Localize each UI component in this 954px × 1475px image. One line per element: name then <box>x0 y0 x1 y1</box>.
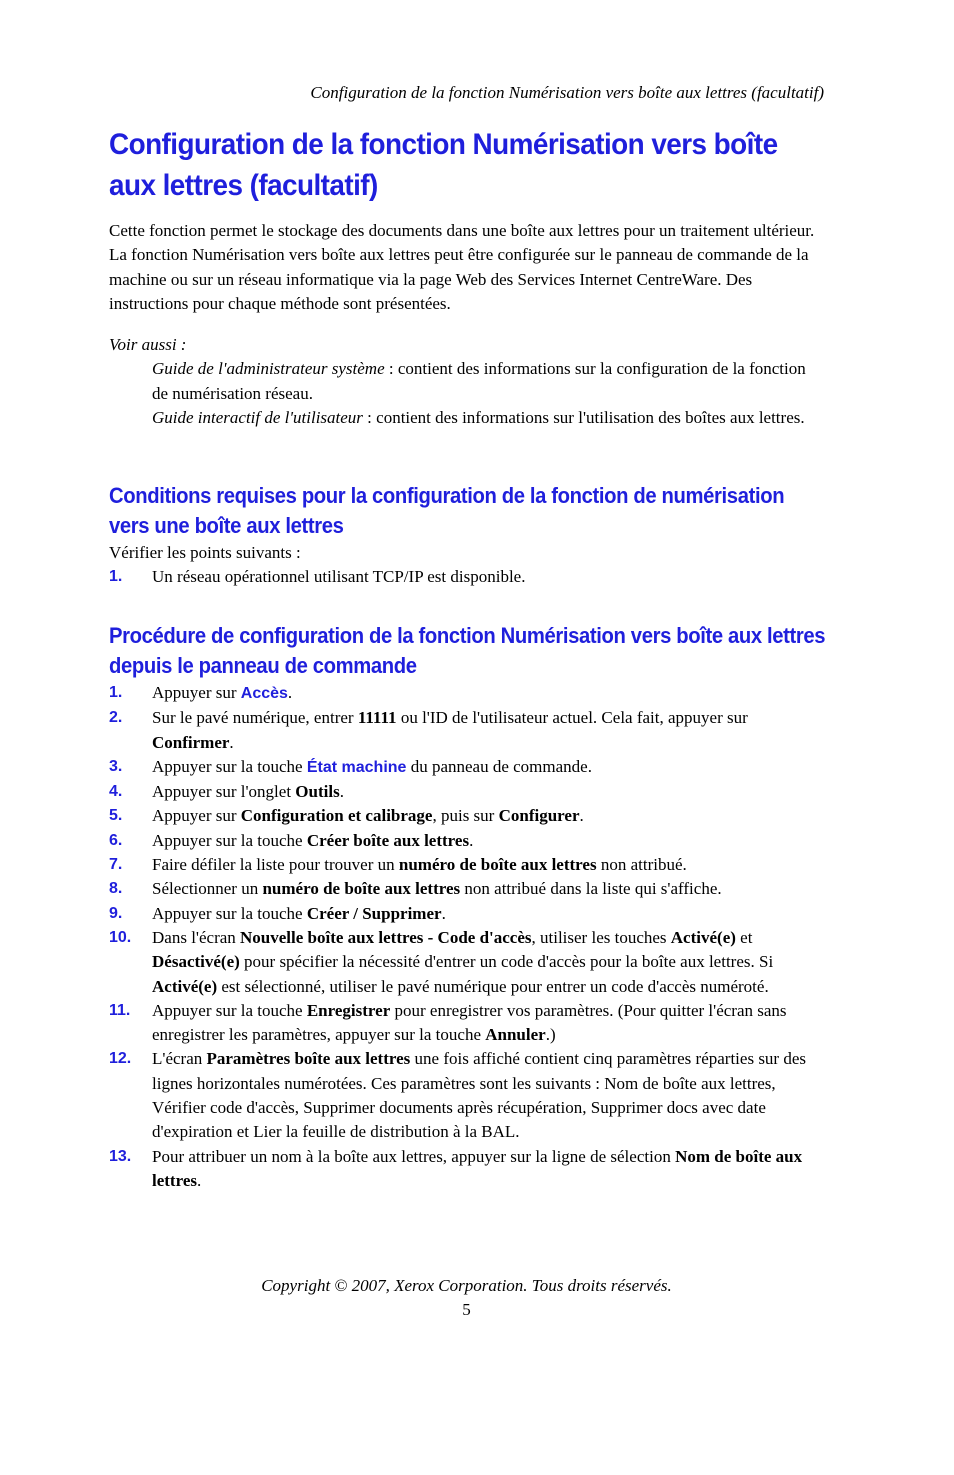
emphasis-term: Désactivé(e) <box>152 952 240 972</box>
running-header: Configuration de la fonction Numérisation vers boîte aux lettres (facultatif) <box>310 83 824 102</box>
see-also-item-text: : contient des informations sur la configuration de la fonction de numérisation réseau. <box>152 359 806 403</box>
step-text: pour spécifier la nécessité d'entrer un code d'accès pour la boîte aux lettres. Si <box>239 952 774 972</box>
page-title: Configuration de la fonction Numérisation vers boîte aux lettres (facultatif) <box>109 128 778 202</box>
emphasis-term: Confirmer <box>152 732 230 752</box>
step-text: non attribué. <box>596 855 687 875</box>
intro-paragraph: Cette fonction permet le stockage des documents dans une boîte aux lettres pour un traitement ultérieur. La fonction Numérisation vers boîte aux lettres peut être configurée sur le panneau de commande de la machine ou sur un réseau informatique via la page Web des Services Internet CentreWare. Des instructions pour chaque méthode sont présentées. <box>109 221 815 313</box>
ui-control-name: État machine <box>306 758 407 776</box>
emphasis-term: Annuler <box>485 1025 546 1045</box>
list-item <box>109 1047 824 1144</box>
emphasis-term: Configurer <box>498 806 580 826</box>
see-also-item-text: : contient des informations sur l'utilisation des boîtes aux lettres. <box>362 407 805 427</box>
step-number: 9. <box>109 904 123 922</box>
list-item <box>109 999 824 1048</box>
step-text: Appuyer sur l'onglet <box>152 782 296 802</box>
requirements-heading: Conditions requises pour la configuration de la fonction de numérisation vers une boîte aux lettres <box>109 483 785 538</box>
step-text: Dans l'écran <box>152 927 241 947</box>
see-also-item-title: Guide interactif de l'utilisateur <box>152 407 363 427</box>
step-text: du panneau de commande. <box>406 756 592 776</box>
step-number: 8. <box>109 880 123 898</box>
step-text: est sélectionné, utiliser le pavé numérique pour entrer un code d'accès numéroté. <box>217 976 769 996</box>
see-also-item-title: Guide de l'administrateur système <box>152 359 385 379</box>
step-text: Appuyer sur la touche <box>152 756 307 776</box>
requirements-lead: Vérifier les points suivants : <box>109 543 301 562</box>
emphasis-term: Outils <box>295 782 340 802</box>
step-text: et <box>735 927 753 947</box>
step-text: .) <box>545 1025 556 1045</box>
emphasis-term: Nom de boîte aux lettres <box>152 1146 803 1190</box>
see-also-item <box>109 406 824 430</box>
see-also-label: Voir aussi : <box>109 335 187 354</box>
step-text: . <box>579 806 584 826</box>
step-number: 6. <box>109 831 123 849</box>
list-item <box>109 755 824 780</box>
step-text: Appuyer sur la touche <box>152 903 307 923</box>
step-text: Faire défiler la liste pour trouver un <box>152 855 399 875</box>
step-text: Sélectionner un <box>152 879 263 899</box>
see-also-item <box>109 357 824 406</box>
list-item <box>109 926 824 999</box>
emphasis-term: Activé(e) <box>152 976 218 996</box>
step-text: . <box>469 830 474 850</box>
step-number: 7. <box>109 856 123 874</box>
emphasis-term: Nouvelle boîte aux lettres - Code d'accès <box>240 927 532 947</box>
page-footer <box>109 1274 824 1322</box>
step-text: L'écran <box>152 1049 207 1069</box>
list-item <box>109 780 824 804</box>
step-text: . <box>197 1170 202 1190</box>
step-text: non attribué dans la liste qui s'affiche. <box>460 879 722 899</box>
step-number: 4. <box>109 783 123 801</box>
list-item <box>109 877 824 901</box>
step-number: 10. <box>109 928 132 946</box>
step-text: une fois affiché contient cinq paramètres réparties sur des lignes horizontales numérotées. Ces paramètres sont les suivants : Nom de boîte aux lettres, Vérifier code d'accès, Supprimer documents après récupération, Supprimer docs avec date d'expiration et Lier la feuille de distribution à la BAL. <box>152 1049 807 1142</box>
see-also-block <box>109 333 824 430</box>
step-text: . <box>287 683 293 702</box>
list-item <box>109 853 824 877</box>
step-number: 2. <box>109 709 123 727</box>
emphasis-term: Configuration et calibrage <box>240 806 433 826</box>
emphasis-term: 11111 <box>357 708 397 728</box>
procedure-steps-list <box>109 681 824 1193</box>
list-item <box>109 902 824 926</box>
list-item <box>109 804 824 828</box>
step-number: 13. <box>109 1147 132 1165</box>
list-item <box>109 681 824 706</box>
step-number: 11. <box>109 1001 131 1019</box>
step-text: pour enregistrer vos paramètres. (Pour quitter l'écran sans enregistrer les paramètres, appuyer sur la touche <box>152 1000 787 1045</box>
step-number: 3. <box>109 757 123 775</box>
step-text: , puis sur <box>432 806 499 826</box>
procedure-section <box>109 621 824 1193</box>
requirements-section <box>109 481 824 590</box>
emphasis-term: Activé(e) <box>670 927 736 947</box>
ui-control-name: Accès <box>240 685 288 702</box>
step-text: Appuyer sur la touche <box>152 1000 307 1020</box>
emphasis-term: numéro de boîte aux lettres <box>398 855 597 875</box>
step-number: 1. <box>109 568 123 586</box>
step-number: 1. <box>109 684 123 701</box>
step-text: Pour attribuer un nom à la boîte aux lettres, appuyer sur la ligne de sélection <box>152 1146 676 1166</box>
step-number: 5. <box>109 807 123 825</box>
step-text: . <box>229 732 234 752</box>
requirements-list <box>109 565 824 589</box>
step-text: Sur le pavé numérique, entrer <box>152 708 358 728</box>
step-text: . <box>339 782 344 802</box>
step-text: Un réseau opérationnel utilisant TCP/IP est disponible. <box>152 567 526 587</box>
step-text: Appuyer sur <box>152 806 241 826</box>
emphasis-term: Créer / Supprimer <box>306 903 442 923</box>
step-text: Appuyer sur <box>152 683 241 702</box>
copyright-notice: Copyright © 2007, Xerox Corporation. Tous droits réservés. <box>261 1276 672 1295</box>
list-item <box>109 1145 824 1194</box>
step-text: , utiliser les touches <box>531 927 671 947</box>
emphasis-term: Enregistrer <box>306 1000 391 1020</box>
emphasis-term: Créer boîte aux lettres <box>306 830 470 850</box>
list-item <box>109 565 824 589</box>
step-text: Appuyer sur la touche <box>152 830 307 850</box>
list-item <box>109 706 824 755</box>
step-text: ou l'ID de l'utilisateur actuel. Cela fait, appuyer sur <box>396 708 748 728</box>
page-number: 5 <box>462 1300 471 1319</box>
list-item <box>109 829 824 853</box>
emphasis-term: numéro de boîte aux lettres <box>262 879 461 899</box>
procedure-heading: Procédure de configuration de la fonction Numérisation vers boîte aux lettres depuis le panneau de commande <box>109 623 826 678</box>
step-number: 12. <box>109 1050 132 1068</box>
step-text: . <box>441 903 446 923</box>
emphasis-term: Paramètres boîte aux lettres <box>206 1049 411 1069</box>
